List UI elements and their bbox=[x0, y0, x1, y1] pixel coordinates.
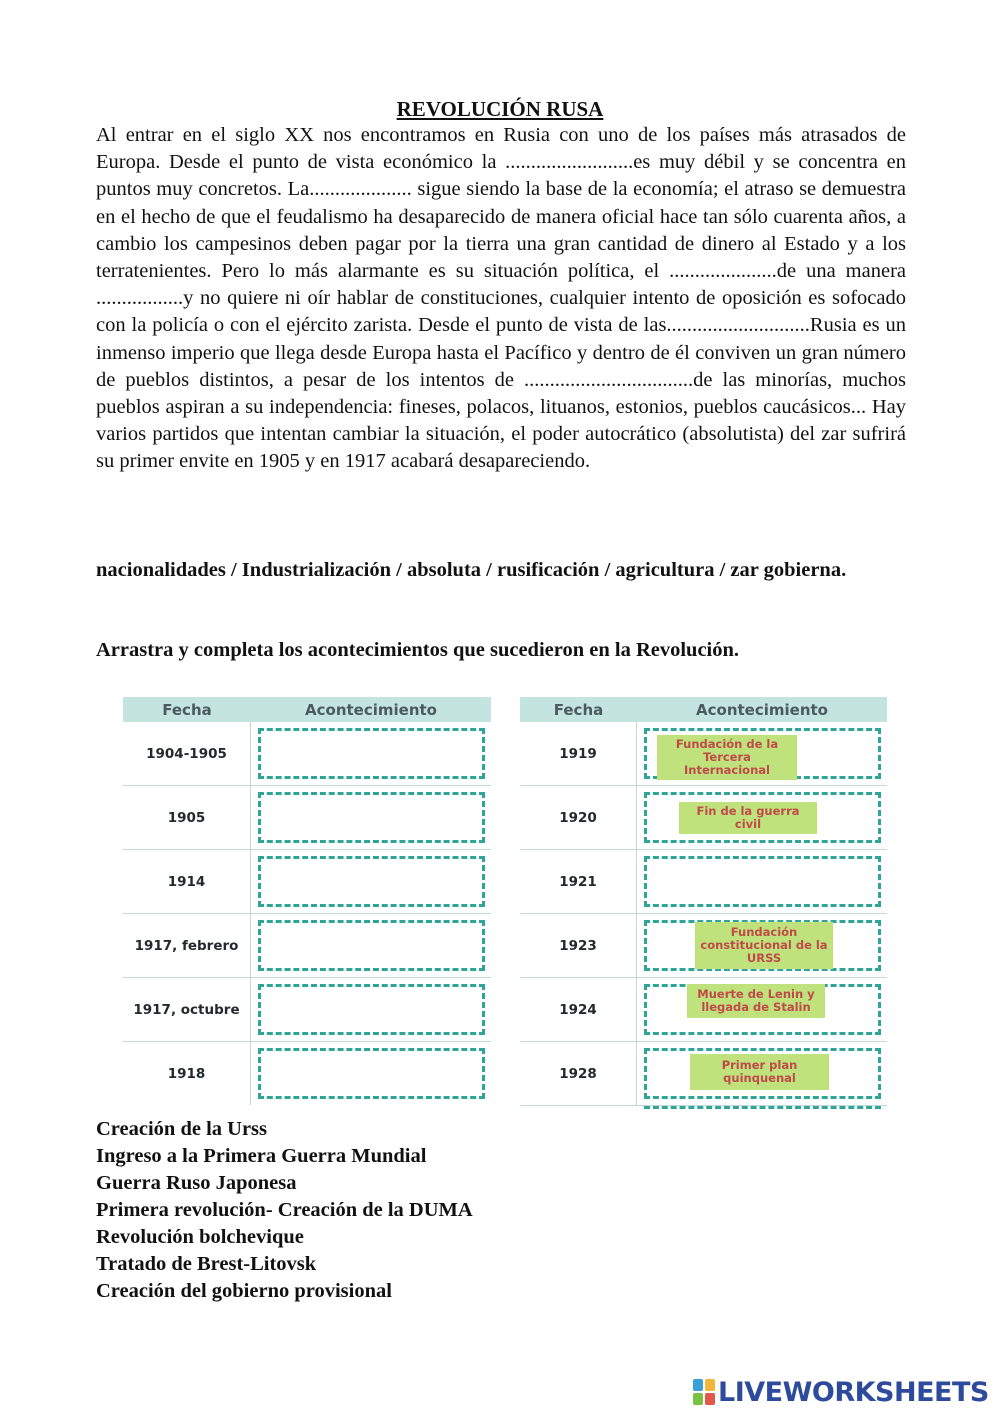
drop-slot[interactable] bbox=[258, 856, 485, 907]
list-item: Revolución bolchevique bbox=[96, 1226, 304, 1248]
list-item: Ingreso a la Primera Guerra Mundial bbox=[96, 1145, 427, 1167]
table-row bbox=[123, 914, 491, 978]
header-date: Fecha bbox=[553, 700, 604, 719]
worksheet-title: REVOLUCIÓN RUSA bbox=[396, 97, 604, 121]
date-cell: 1928 bbox=[520, 1042, 637, 1105]
event-chip[interactable]: Fin de la guerra civil bbox=[679, 802, 817, 834]
events-table-right bbox=[520, 697, 887, 1115]
table-row bbox=[123, 1042, 491, 1105]
events-table-left bbox=[123, 697, 491, 1107]
table-row bbox=[123, 978, 491, 1042]
event-chip[interactable]: Muerte de Lenin y llegada de Stalin bbox=[687, 984, 825, 1018]
date-cell: 1923 bbox=[520, 914, 637, 977]
table-header bbox=[123, 697, 491, 722]
events-list bbox=[96, 1116, 696, 1305]
table-header bbox=[520, 697, 887, 722]
date-cell: 1921 bbox=[520, 850, 637, 913]
liveworksheets-logo bbox=[693, 1377, 989, 1407]
header-event: Acontecimiento bbox=[305, 700, 437, 719]
date-cell: 1914 bbox=[123, 850, 251, 913]
logo-icon bbox=[693, 1379, 715, 1405]
table-row bbox=[520, 850, 887, 914]
table-row bbox=[520, 1042, 887, 1106]
list-item: Primera revolución- Creación de la DUMA bbox=[96, 1199, 473, 1221]
table-row bbox=[123, 722, 491, 786]
date-cell: 1905 bbox=[123, 786, 251, 849]
date-cell: 1917, febrero bbox=[123, 914, 251, 977]
list-item: Creación de la Urss bbox=[96, 1118, 268, 1140]
logo-text: LIVEWORKSHEETS bbox=[718, 1376, 989, 1408]
drop-slot[interactable] bbox=[644, 856, 881, 907]
list-item: Tratado de Brest-Litovsk bbox=[96, 1253, 317, 1275]
table-row bbox=[123, 850, 491, 914]
header-date: Fecha bbox=[162, 700, 212, 719]
date-cell: 1919 bbox=[520, 722, 637, 785]
date-cell: 1920 bbox=[520, 786, 637, 849]
table-row bbox=[520, 914, 887, 978]
drop-slot[interactable] bbox=[258, 1048, 485, 1099]
drop-slot[interactable] bbox=[258, 984, 485, 1035]
list-item: Creación del gobierno provisional bbox=[96, 1280, 392, 1302]
event-chip[interactable]: Fundación constitucional de la URSS bbox=[695, 922, 833, 969]
header-event: Acontecimiento bbox=[696, 700, 828, 719]
list-item: Guerra Ruso Japonesa bbox=[96, 1172, 297, 1194]
event-chip[interactable]: Primer plan quinquenal bbox=[690, 1054, 829, 1090]
word-bank: nacionalidades / Industrialización / absoluta / rusificación / agricultura / zar gobierna. bbox=[96, 559, 847, 581]
fill-in-paragraph: Al entrar en el siglo XX nos encontramos en Rusia con uno de los países más atrasados de Europa. Desde el punto de vista económico la .........................es muy débil y se concentra en puntos muy concretos. La.................... sigue siendo la base de la economía; el atraso se demuestra en el hecho de que el feudalismo ha desaparecido de manera oficial hace tan sólo cuarenta años, a cambio los campesinos deben pagar por la tierra una gran cantidad de dinero al Estado y a los terratenientes. Pero lo más alarmante es su situación política, el .....................de una manera .................y no quiere ni oír hablar de constituciones, cualquier intento de oposición es sofocado con la policía o con el ejército zarista. Desde el punto de vista de las............................Rusia es un inmenso imperio que llega desde Europa hasta el Pacífico y dentro de él conviven un gran número de pueblos distintos, a pesar de los intentos de .................................de las minorías, muchos pueblos aspiran a su independencia: fineses, polacos, lituanos, estonios, pueblos caucásicos... Hay varios partidos que intentan cambiar la situación, el poder autocrático (absolutista) del zar sufrirá su primer envite en 1905 y en 1917 acabará desapareciendo. bbox=[96, 124, 906, 473]
date-cell: 1917, octubre bbox=[123, 978, 251, 1041]
event-chip[interactable]: Fundación de la Tercera Internacional bbox=[657, 735, 797, 780]
drop-slot[interactable] bbox=[258, 728, 485, 779]
table-row bbox=[520, 722, 887, 786]
table-row bbox=[123, 786, 491, 850]
drop-slot[interactable] bbox=[258, 920, 485, 971]
drop-slot[interactable] bbox=[258, 792, 485, 843]
date-cell: 1904-1905 bbox=[123, 722, 251, 785]
table-row bbox=[520, 978, 887, 1042]
instruction-text: Arrastra y completa los acontecimientos que sucedieron en la Revolución. bbox=[96, 639, 740, 661]
date-cell: 1924 bbox=[520, 978, 637, 1041]
table-row bbox=[520, 786, 887, 850]
date-cell: 1918 bbox=[123, 1042, 251, 1105]
